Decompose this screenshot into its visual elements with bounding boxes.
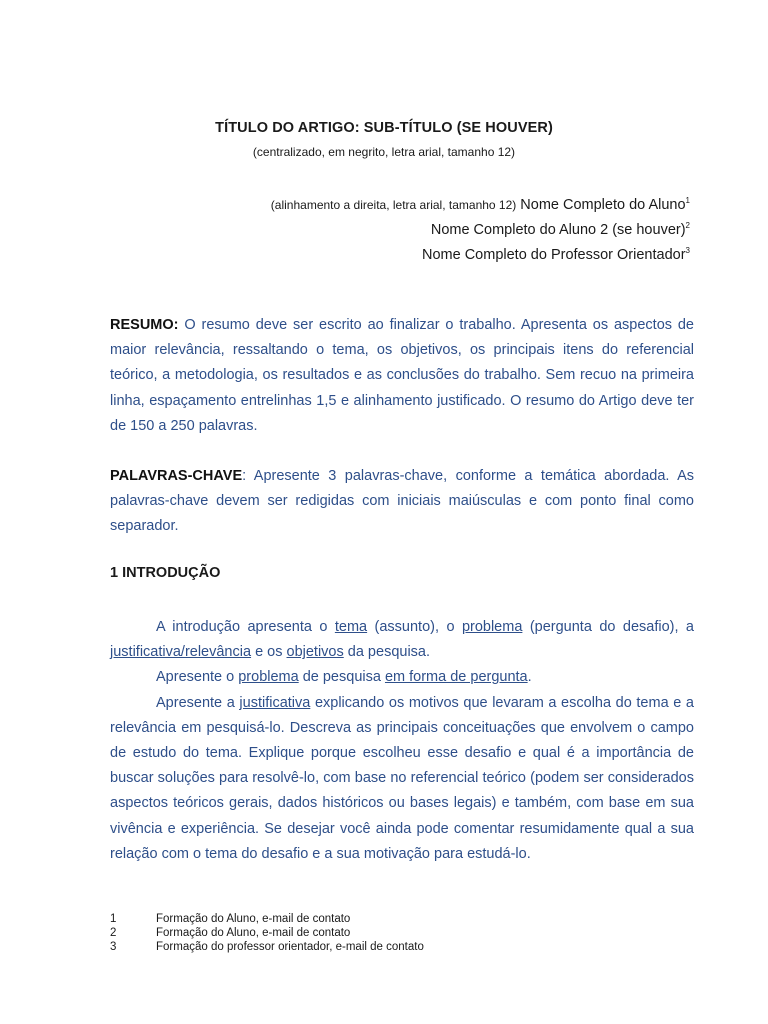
footnote-text: Formação do Aluno, e-mail de contato: [156, 913, 351, 925]
keywords-text: : Apresente 3 palavras-chave, conforme a temática abordada. As palavras-chave devem ser redigidas com iniciais maiúsculas e com ponto final como separador.: [110, 468, 694, 535]
text-run: A introdução apresenta o: [156, 619, 335, 635]
authors-block: [271, 188, 690, 263]
text-run: (pergunta do desafio), a: [522, 619, 694, 635]
text-run: (assunto), o: [367, 619, 462, 635]
footnote-number: 1: [110, 913, 117, 925]
footnote-text: Formação do professor orientador, e-mail de contato: [156, 941, 424, 953]
author-row-3: [271, 238, 690, 263]
author-row-1: [271, 188, 690, 213]
keywords-paragraph: [110, 464, 694, 540]
intro-paragraph-2: [110, 665, 694, 690]
author-row-2: [271, 213, 690, 238]
footnote-item: [110, 912, 424, 926]
abstract-text: O resumo deve ser escrito ao finalizar o trabalho. Apresenta os aspectos de maior relevância, ressaltando o tema, os objetivos, os principais itens do referencial teórico, a metodologia, os resultados e as conclusões do trabalho. Sem recuo na primeira linha, espaçamento entrelinhas 1,5 e alinhamento justificado. O resumo do Artigo deve ter de 150 a 250 palavras.: [110, 317, 694, 434]
footnote-item: [110, 940, 424, 954]
article-title: TÍTULO DO ARTIGO: SUB-TÍTULO (SE HOUVER): [215, 120, 553, 136]
intro-paragraph-3: [110, 691, 694, 867]
text-run: e os: [251, 644, 287, 661]
author-name: Nome Completo do Aluno 2 (se houver): [430, 222, 686, 238]
text-run: .: [527, 669, 532, 686]
link-problema-2[interactable]: problema: [238, 669, 299, 686]
footnote-ref: 1: [685, 196, 690, 205]
footnote-ref: 2: [685, 221, 690, 230]
title-format-note: (centralizado, em negrito, letra arial, tamanho 12): [252, 145, 516, 159]
introduction-body: [110, 615, 694, 867]
authors-alignment-note: (alinhamento a direita, letra arial, tamanho 12): [270, 198, 517, 212]
footnote-ref: 3: [685, 246, 690, 255]
intro-paragraph-1: [110, 615, 694, 665]
footnote-number: 3: [110, 941, 117, 953]
text-run: da pesquisa.: [343, 644, 431, 661]
section-heading-introduction: 1 INTRODUÇÃO: [110, 565, 221, 581]
link-problema[interactable]: problema: [461, 619, 523, 635]
link-objetivos[interactable]: objetivos: [286, 644, 344, 661]
footnote-item: [110, 926, 424, 940]
footnote-number: 2: [110, 927, 117, 939]
author-name: Nome Completo do Aluno: [520, 197, 686, 213]
link-tema[interactable]: tema: [334, 619, 368, 635]
link-forma-pergunta[interactable]: em forma de pergunta: [384, 669, 528, 686]
link-justificativa-relevancia[interactable]: justificativa/relevância: [110, 644, 252, 661]
footnotes: [110, 912, 424, 954]
abstract-label: RESUMO:: [110, 317, 179, 333]
text-run: explicando os motivos que levaram a escolha do tema e a relevância em pesquisá-lo. Descreva as principais conceituações que envolvem o campo de estudo do tema. Explique porque escolheu esse desafio e qual é a importância de buscar soluções para resolvê-lo, com base no referencial teórico (podem ser considerados aspectos teóricos gerais, dados históricos ou bases legais) e também, com base em sua vivência e experiência. Se desejar você ainda pode comentar resumidamente qual a sua relação com o tema do desafio e a sua motivação para estudá-lo.: [110, 694, 694, 862]
text-run: de pesquisa: [298, 669, 385, 686]
abstract-paragraph: [110, 313, 694, 439]
link-justificativa[interactable]: justificativa: [239, 694, 311, 711]
text-run: Apresente o: [156, 669, 239, 686]
footnote-text: Formação do Aluno, e-mail de contato: [156, 927, 351, 939]
text-run: Apresente a: [156, 694, 240, 711]
keywords-label: PALAVRAS-CHAVE: [110, 468, 243, 484]
advisor-name: Nome Completo do Professor Orientador: [422, 247, 686, 263]
